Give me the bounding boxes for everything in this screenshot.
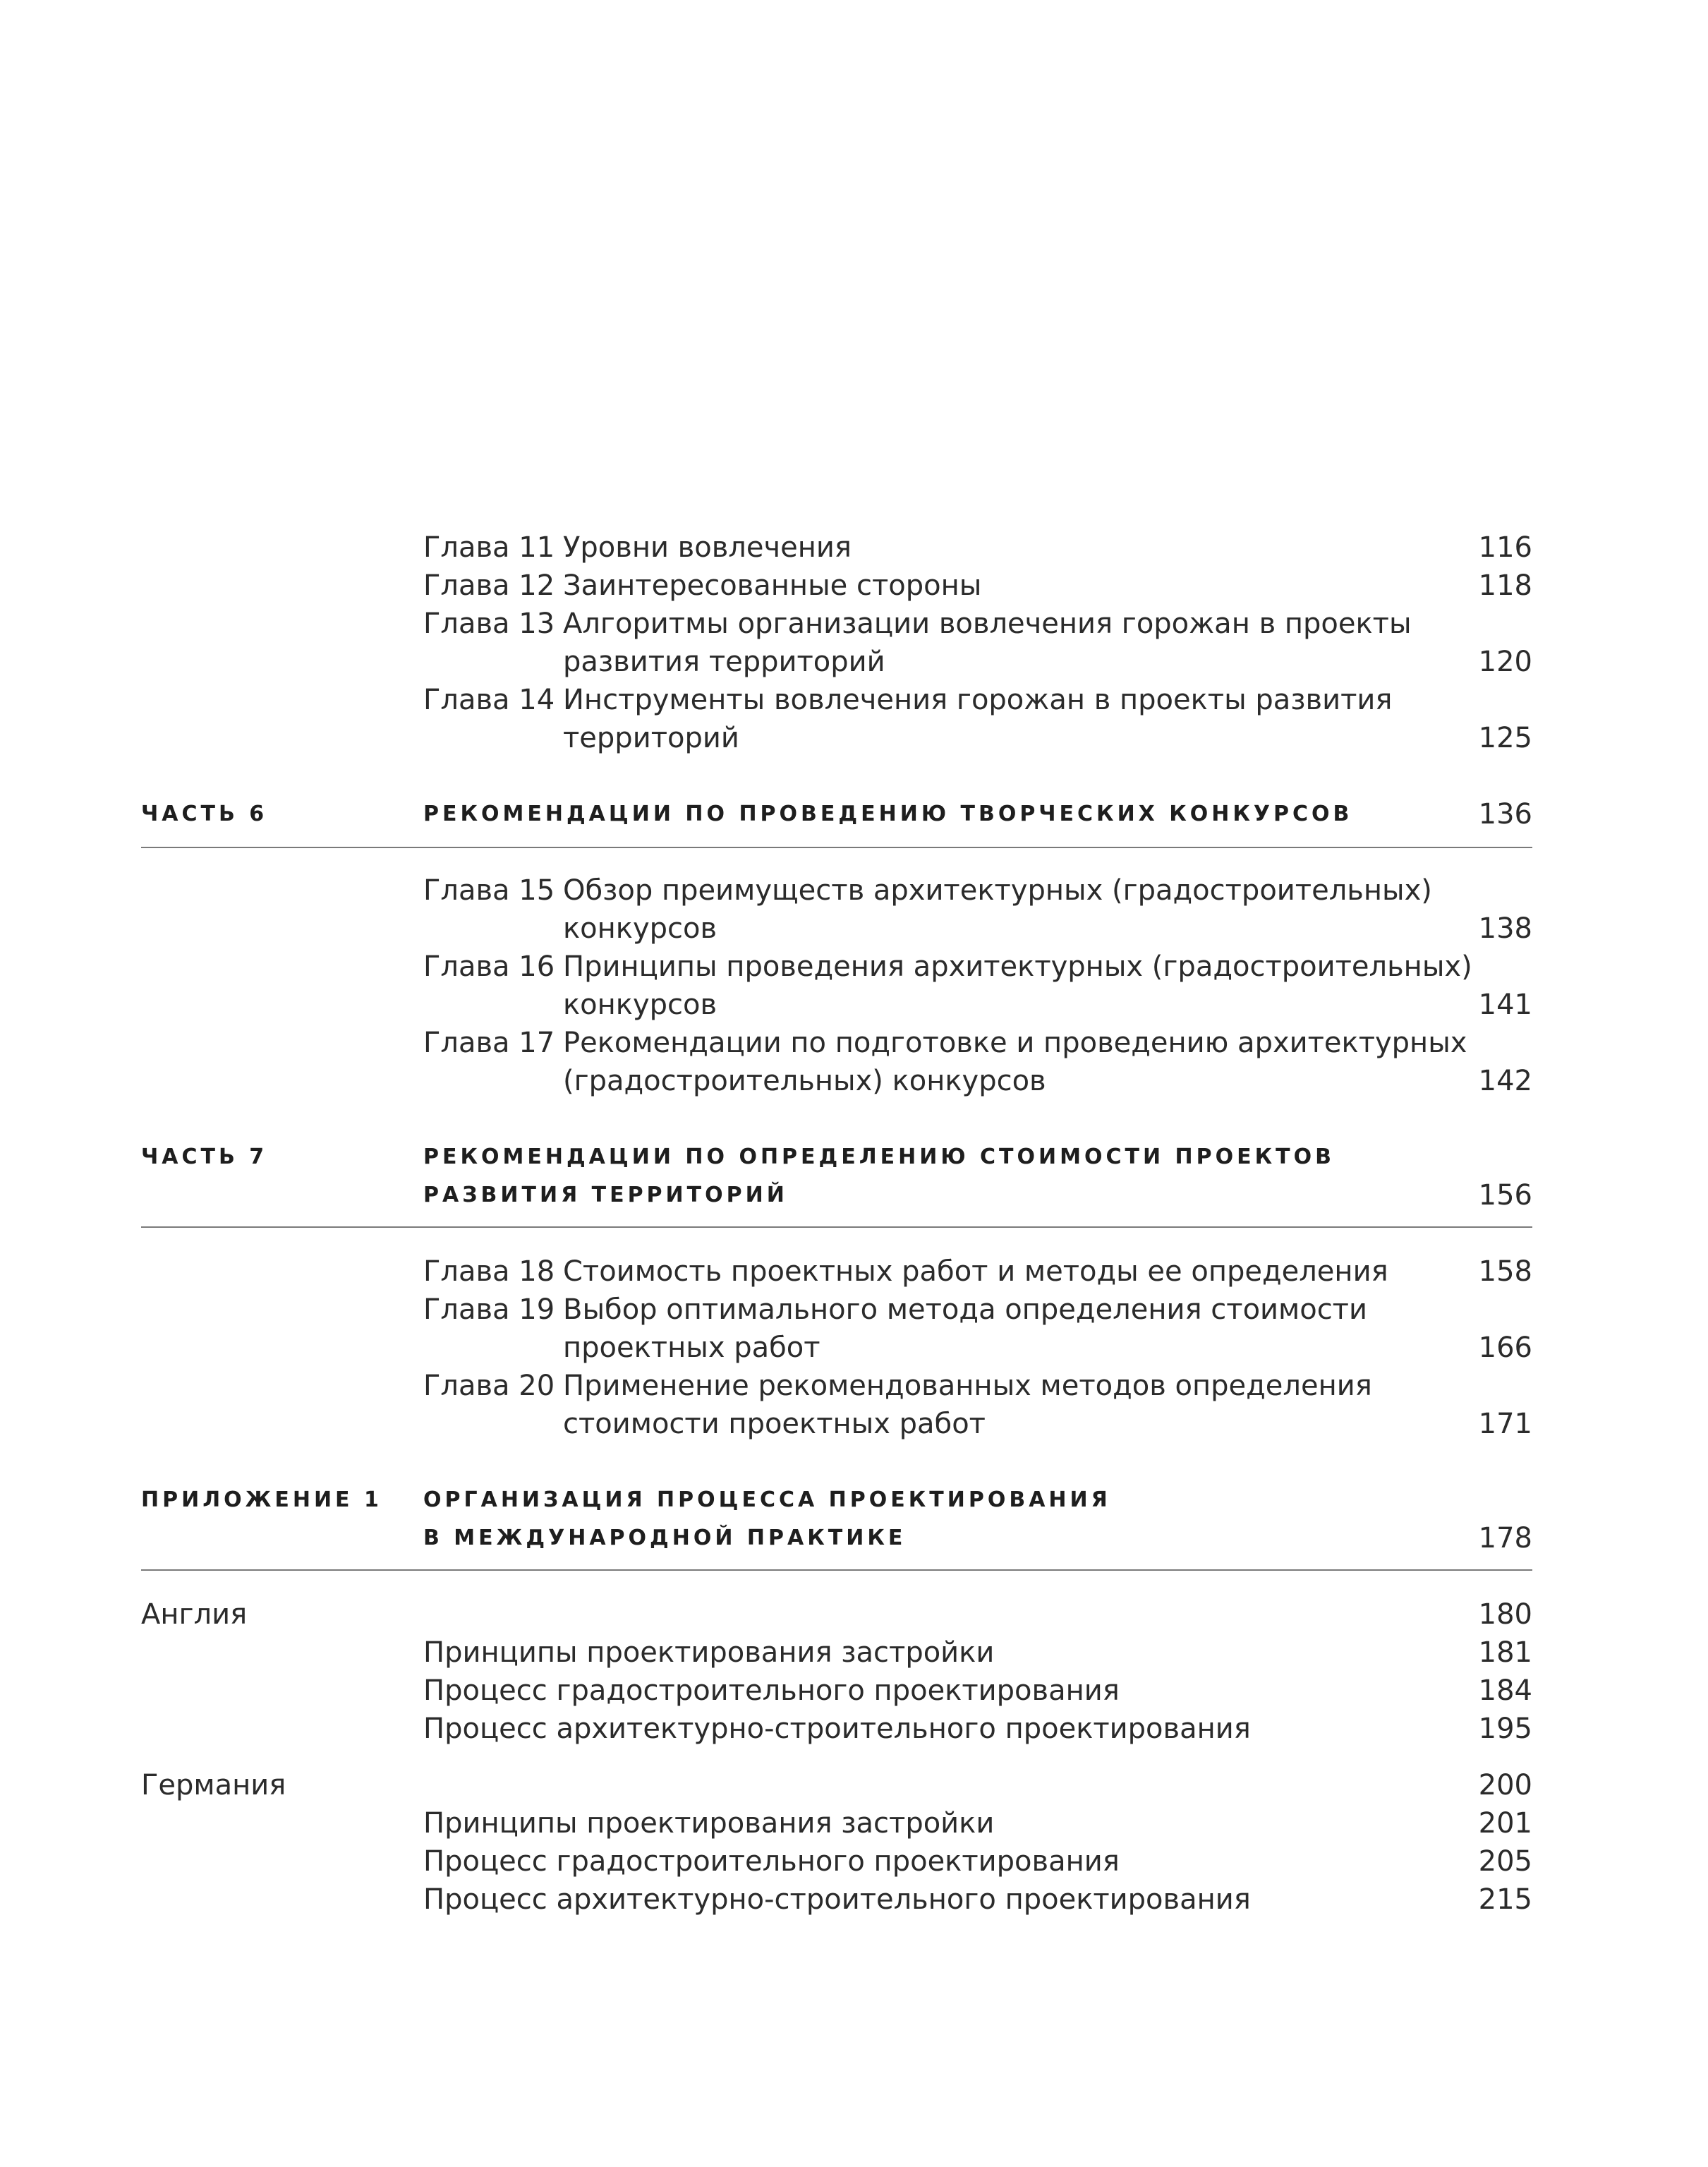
page-number: 184 — [1478, 1674, 1532, 1707]
page-number: 166 — [1478, 1332, 1532, 1364]
chapter-label: Глава 16 — [423, 950, 555, 983]
part-label: ЧАСТЬ 7 — [141, 1145, 268, 1169]
chapter-title-continued: территорий — [563, 722, 739, 754]
page-number: 118 — [1478, 569, 1532, 602]
toc-subentry[interactable] — [0, 1671, 1708, 1710]
chapter-title: Принципы проведения архитектурных (градостроительных) — [563, 950, 1472, 983]
toc-subentry[interactable] — [0, 1709, 1708, 1749]
country-name: Англия — [141, 1598, 248, 1631]
page-number: 195 — [1478, 1713, 1532, 1745]
chapter-title-continued: развития территорий — [563, 646, 885, 678]
toc-subentry[interactable] — [0, 1804, 1708, 1843]
toc-country-england[interactable] — [0, 1595, 1708, 1634]
section-divider — [141, 1226, 1532, 1228]
page-number: 142 — [1478, 1065, 1532, 1097]
chapter-label: Глава 13 — [423, 608, 555, 640]
toc-entry-chapter-16-cont[interactable] — [0, 985, 1708, 1025]
chapter-title: Стоимость проектных работ и методы ее определения — [563, 1255, 1388, 1288]
chapter-title: Инструменты вовлечения горожан в проекты развития — [563, 684, 1393, 716]
page-number: 136 — [1478, 798, 1532, 831]
toc-entry-chapter-14-cont[interactable] — [0, 718, 1708, 758]
page-number: 158 — [1478, 1255, 1532, 1288]
chapter-label: Глава 19 — [423, 1293, 555, 1326]
page-number: 180 — [1478, 1598, 1532, 1631]
toc-entry-chapter-13-cont[interactable] — [0, 642, 1708, 682]
chapter-title: Обзор преимуществ архитектурных (градостроительных) — [563, 874, 1432, 907]
subentry-title: Принципы проектирования застройки — [423, 1807, 995, 1840]
toc-entry-chapter-15-cont[interactable] — [0, 909, 1708, 948]
page-number: 116 — [1478, 531, 1532, 564]
toc-subentry[interactable] — [0, 1842, 1708, 1881]
toc-entry-chapter-13[interactable] — [0, 604, 1708, 644]
toc-entry-chapter-17[interactable] — [0, 1023, 1708, 1063]
part-label: ЧАСТЬ 6 — [141, 802, 268, 826]
toc-entry-chapter-18[interactable] — [0, 1252, 1708, 1291]
page-number: 125 — [1478, 722, 1532, 754]
chapter-title: Применение рекомендованных методов определения — [563, 1370, 1372, 1402]
chapter-label: Глава 11 — [423, 531, 555, 564]
appendix-title: ОРГАНИЗАЦИЯ ПРОЦЕССА ПРОЕКТИРОВАНИЯ — [423, 1487, 1111, 1512]
chapter-label: Глава 12 — [423, 569, 555, 602]
page-number: 156 — [1478, 1179, 1532, 1212]
appendix-label: ПРИЛОЖЕНИЕ 1 — [141, 1487, 382, 1512]
chapter-title-continued: конкурсов — [563, 912, 717, 945]
toc-entry-chapter-17-cont[interactable] — [0, 1061, 1708, 1101]
page-number: 138 — [1478, 912, 1532, 945]
subentry-title: Процесс градостроительного проектирования — [423, 1674, 1120, 1707]
chapter-title: Уровни вовлечения — [563, 531, 852, 564]
part-title: РЕКОМЕНДАЦИИ ПО ОПРЕДЕЛЕНИЮ СТОИМОСТИ ПРОЕКТОВ — [423, 1145, 1335, 1169]
page-number: 215 — [1478, 1883, 1532, 1916]
appendix-title-continued: В МЕЖДУНАРОДНОЙ ПРАКТИКЕ — [423, 1526, 907, 1550]
chapter-label: Глава 20 — [423, 1370, 555, 1402]
toc-part-7[interactable] — [0, 1137, 1708, 1177]
toc-country-germany[interactable] — [0, 1765, 1708, 1805]
chapter-title-continued: конкурсов — [563, 989, 717, 1021]
toc-entry-chapter-14[interactable] — [0, 680, 1708, 720]
page-number: 205 — [1478, 1845, 1532, 1878]
chapter-title-continued: (градостроительных) конкурсов — [563, 1065, 1046, 1097]
toc-appendix-1-cont[interactable] — [0, 1519, 1708, 1558]
chapter-title: Рекомендации по подготовке и проведению архитектурных — [563, 1027, 1467, 1059]
toc-entry-chapter-20-cont[interactable] — [0, 1404, 1708, 1444]
page-number: 171 — [1478, 1408, 1532, 1440]
toc-part-6[interactable] — [0, 795, 1708, 834]
toc-entry-chapter-12[interactable] — [0, 566, 1708, 605]
page-number: 200 — [1478, 1769, 1532, 1801]
toc-entry-chapter-11[interactable] — [0, 528, 1708, 567]
toc-part-7-cont[interactable] — [0, 1176, 1708, 1215]
part-title-continued: РАЗВИТИЯ ТЕРРИТОРИЙ — [423, 1183, 788, 1207]
chapter-title: Алгоритмы организации вовлечения горожан в проекты — [563, 608, 1412, 640]
page-number: 201 — [1478, 1807, 1532, 1840]
chapter-label: Глава 15 — [423, 874, 555, 907]
toc-entry-chapter-19-cont[interactable] — [0, 1328, 1708, 1368]
chapter-label: Глава 14 — [423, 684, 555, 716]
section-divider — [141, 1569, 1532, 1571]
chapter-label: Глава 17 — [423, 1027, 555, 1059]
chapter-title-continued: стоимости проектных работ — [563, 1408, 986, 1440]
page-number: 178 — [1478, 1522, 1532, 1555]
toc-entry-chapter-16[interactable] — [0, 947, 1708, 986]
chapter-label: Глава 18 — [423, 1255, 555, 1288]
subentry-title: Процесс градостроительного проектирования — [423, 1845, 1120, 1878]
chapter-title: Выбор оптимального метода определения стоимости — [563, 1293, 1367, 1326]
section-divider — [141, 847, 1532, 848]
part-title: РЕКОМЕНДАЦИИ ПО ПРОВЕДЕНИЮ ТВОРЧЕСКИХ КОНКУРСОВ — [423, 802, 1353, 826]
country-name: Германия — [141, 1769, 286, 1801]
subentry-title: Принципы проектирования застройки — [423, 1636, 995, 1669]
toc-appendix-1[interactable] — [0, 1480, 1708, 1520]
chapter-title: Заинтересованные стороны — [563, 569, 982, 602]
page-number: 181 — [1478, 1636, 1532, 1669]
toc-subentry[interactable] — [0, 1633, 1708, 1672]
toc-subentry[interactable] — [0, 1880, 1708, 1919]
subentry-title: Процесс архитектурно-строительного проектирования — [423, 1883, 1251, 1916]
subentry-title: Процесс архитектурно-строительного проектирования — [423, 1713, 1251, 1745]
page-number: 120 — [1478, 646, 1532, 678]
toc-entry-chapter-20[interactable] — [0, 1366, 1708, 1406]
page-number: 141 — [1478, 989, 1532, 1021]
toc-entry-chapter-19[interactable] — [0, 1290, 1708, 1329]
chapter-title-continued: проектных работ — [563, 1332, 820, 1364]
toc-entry-chapter-15[interactable] — [0, 871, 1708, 910]
